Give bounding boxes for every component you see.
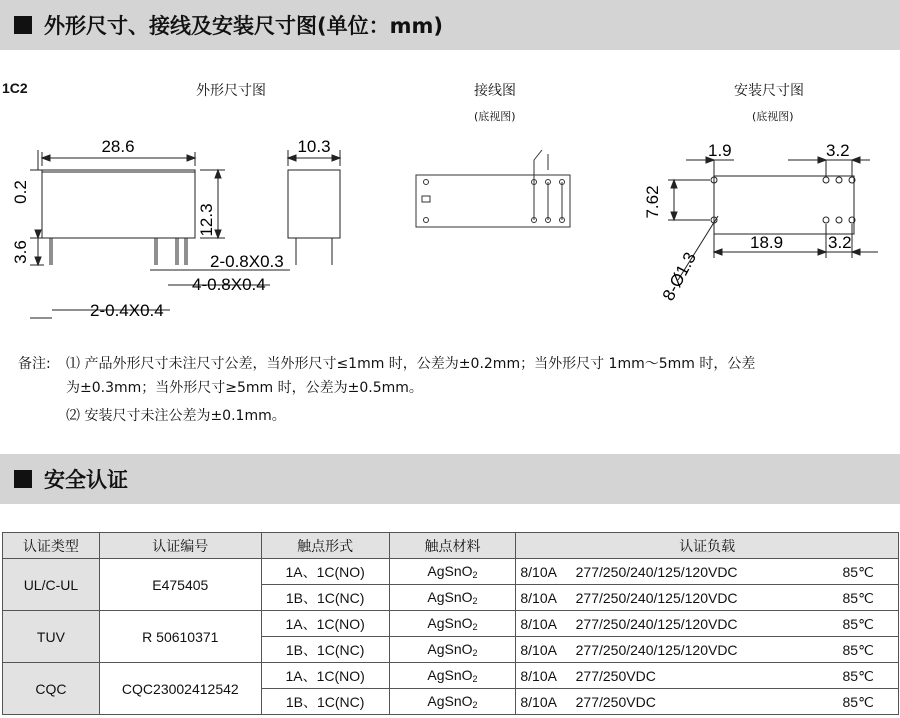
dim-mount-hole: 8-Ø1.3 <box>658 249 700 304</box>
section-title: 安全认证 <box>44 468 128 492</box>
cert-number-cell: E475405 <box>99 559 261 611</box>
contact-material-cell: AgSnO$_2$ <box>389 663 516 689</box>
contact-form-cell: 1B、1C(NC) <box>261 637 389 663</box>
contact-material-cell: AgSnO$_2$ <box>389 689 516 715</box>
cert-type-cell: UL/C-UL <box>3 559 100 611</box>
note-1-line-1: ⑴ 产品外形尺寸未注尺寸公差，当外形尺寸≤1mm 时，公差为±0.2mm；当外形尺寸 1mm～5mm 时，公差 <box>66 356 756 372</box>
header-cert-load: 认证负载 <box>516 533 899 559</box>
contact-material-cell: AgSnO$_2$ <box>389 637 516 663</box>
section-header-certification <box>0 454 900 504</box>
dim-pin-c: 2-0.4X0.4 <box>90 301 164 320</box>
relay-body-side <box>42 170 195 238</box>
wiring-caption: 接线图 <box>474 83 516 99</box>
contact-material-cell: AgSnO$_2$ <box>389 611 516 637</box>
contact-form-cell: 1A、1C(NO) <box>261 559 389 585</box>
dim-width: 10.3 <box>297 137 331 156</box>
dim-pin-b: 4-0.8X0.4 <box>192 275 266 294</box>
table-row <box>3 559 899 585</box>
notes-label: 备注: <box>18 356 51 372</box>
header-cert-type: 认证类型 <box>3 533 100 559</box>
cert-load-cell: 8/10A 277/250VDC 85℃ <box>516 689 899 715</box>
mounting-caption: 安装尺寸图 <box>734 83 804 99</box>
certification-table <box>2 532 899 715</box>
cert-load-cell: 8/10A 277/250VDC 85℃ <box>516 663 899 689</box>
cert-number-cell: CQC23002412542 <box>99 663 261 715</box>
cert-load-cell: 8/10A 277/250/240/125/120VDC 85℃ <box>516 611 899 637</box>
header-cert-number: 认证编号 <box>99 533 261 559</box>
header-contact-form: 触点形式 <box>261 533 389 559</box>
square-bullet-icon <box>14 16 32 34</box>
cert-load-cell: 8/10A 277/250/240/125/120VDC 85℃ <box>516 559 899 585</box>
dim-mount-left: 1.9 <box>708 141 732 160</box>
wiring-subcaption: (底视图) <box>474 110 516 123</box>
header-contact-material: 触点材料 <box>389 533 516 559</box>
section-header-dimensions <box>0 0 900 50</box>
note-2: ⑵ 安装尺寸未注公差为±0.1mm。 <box>66 408 286 424</box>
cert-load-cell: 8/10A 277/250/240/125/120VDC 85℃ <box>516 637 899 663</box>
square-bullet-icon <box>14 470 32 488</box>
contact-form-cell: 1A、1C(NO) <box>261 663 389 689</box>
model-label: 1C2 <box>2 80 28 96</box>
table-header-row <box>3 533 899 559</box>
dim-mount-vertical: 7.62 <box>643 185 662 219</box>
table-row <box>3 663 899 689</box>
dim-mount-right: 3.2 <box>826 141 850 160</box>
outline-drawing <box>0 130 380 330</box>
table-row <box>3 611 899 637</box>
mounting-drawing <box>638 140 900 315</box>
relay-body-front <box>288 170 340 238</box>
cert-type-cell: TUV <box>3 611 100 663</box>
contact-material-cell: AgSnO$_2$ <box>389 559 516 585</box>
wiring-drawing <box>410 140 580 240</box>
contact-material-cell: AgSnO$_2$ <box>389 585 516 611</box>
cert-number-cell: R 50610371 <box>99 611 261 663</box>
dim-pin-a: 2-0.8X0.3 <box>210 252 284 271</box>
outline-caption: 外形尺寸图 <box>196 83 266 99</box>
contact-form-cell: 1B、1C(NC) <box>261 585 389 611</box>
dim-length: 28.6 <box>101 137 135 156</box>
dim-top-gap: 0.2 <box>11 180 30 204</box>
dim-height: 12.3 <box>197 203 216 237</box>
cert-load-cell: 8/10A 277/250/240/125/120VDC 85℃ <box>516 585 899 611</box>
note-1-line-2: 为±0.3mm；当外形尺寸≥5mm 时，公差为±0.5mm。 <box>66 380 423 396</box>
dim-pin-length: 3.6 <box>11 240 30 264</box>
section-title: 外形尺寸、接线及安装尺寸图(单位：mm) <box>44 14 443 38</box>
contact-form-cell: 1A、1C(NO) <box>261 611 389 637</box>
mounting-subcaption: (底视图) <box>752 110 794 123</box>
dim-mount-span: 18.9 <box>750 233 784 252</box>
dim-mount-right2: 3.2 <box>828 233 852 252</box>
contact-form-cell: 1B、1C(NC) <box>261 689 389 715</box>
cert-type-cell: CQC <box>3 663 100 715</box>
